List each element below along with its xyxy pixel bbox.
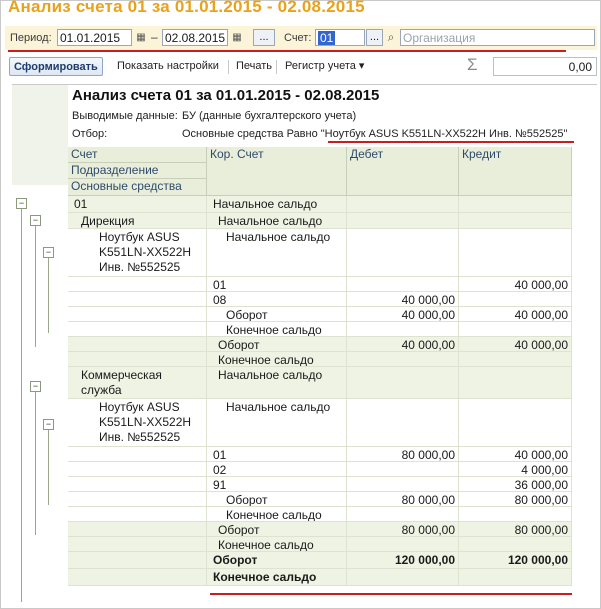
cell-account: [68, 522, 207, 536]
cell-credit: [459, 352, 572, 366]
cell-credit: 40 000,00: [459, 337, 572, 351]
cell-corr-account: Начальное сальдо: [207, 367, 347, 398]
search-icon[interactable]: ⌕: [387, 30, 395, 44]
cell-account: [68, 462, 207, 476]
cell-corr-account: Оборот: [207, 522, 347, 536]
table-row: [68, 569, 572, 586]
date-from-input[interactable]: 01.01.2015: [57, 29, 132, 46]
highlight-underline: [8, 50, 566, 52]
header-account: Счет: [68, 147, 207, 163]
highlight-underline: [210, 593, 572, 595]
table-row: [68, 477, 572, 492]
cell-debit: 40 000,00: [347, 292, 459, 306]
window-title: Анализ счета 01 за 01.01.2015 - 02.08.2015: [8, 0, 365, 16]
filter-label: Отбор:: [72, 128, 108, 140]
register-button[interactable]: [285, 57, 364, 76]
cell-debit: 40 000,00: [347, 337, 459, 351]
cell-debit: [347, 213, 459, 228]
cell-corr-account: Начальное сальдо: [207, 399, 347, 446]
cell-account: [68, 322, 207, 336]
report-area: [12, 84, 597, 605]
cell-credit: 40 000,00: [459, 307, 572, 321]
cell-debit: [347, 537, 459, 551]
cell-account: [68, 507, 207, 521]
cell-credit: 80 000,00: [459, 492, 572, 506]
cell-debit: [347, 507, 459, 521]
account-select-button[interactable]: ...: [366, 29, 383, 46]
show-settings-button[interactable]: Показать настройки: [117, 60, 219, 72]
table-row: [68, 507, 572, 522]
tree-line: [48, 251, 49, 333]
table-row: [68, 447, 572, 462]
cell-credit: [459, 322, 572, 336]
sum-icon: Σ: [467, 55, 478, 74]
cell-credit: 40 000,00: [459, 277, 572, 291]
cell-corr-account: Оборот: [207, 552, 347, 568]
cell-debit: 120 000,00: [347, 552, 459, 568]
header-debit: Дебет: [347, 147, 459, 196]
cell-credit: 80 000,00: [459, 522, 572, 536]
table-row: [68, 367, 572, 399]
cell-debit: [347, 399, 459, 446]
calendar-icon[interactable]: ▦: [136, 32, 146, 43]
cell-corr-account: 02: [207, 462, 347, 476]
table-row: [68, 229, 572, 277]
sum-field: 0,00: [493, 57, 597, 76]
parameter-bar: [5, 26, 597, 50]
tree-line: [21, 202, 22, 602]
tree-line: [35, 219, 36, 347]
cell-debit: 80 000,00: [347, 492, 459, 506]
cell-account: Ноутбук ASUS K551LN-XX522H Инв. №552525: [68, 229, 207, 276]
cell-credit: [459, 196, 572, 212]
table-row: [68, 522, 572, 537]
cell-credit: [459, 569, 572, 585]
tree-line: [35, 385, 36, 535]
cell-debit: [347, 569, 459, 585]
table-row: [68, 462, 572, 477]
cell-credit: [459, 399, 572, 446]
cell-debit: 80 000,00: [347, 447, 459, 461]
cell-debit: 40 000,00: [347, 307, 459, 321]
toolbar-separator: [228, 60, 229, 74]
cell-account: [68, 537, 207, 551]
table-row: [68, 322, 572, 337]
cell-credit: 120 000,00: [459, 552, 572, 568]
header-corr-account: Кор. Счет: [207, 147, 347, 196]
output-value: БУ (данные бухгалтерского учета): [182, 110, 357, 122]
cell-corr-account: Конечное сальдо: [207, 352, 347, 366]
output-label: Выводимые данные:: [72, 110, 178, 122]
cell-credit: [459, 507, 572, 521]
table-row: [68, 213, 572, 229]
table-row: [68, 337, 572, 352]
cell-credit: 40 000,00: [459, 447, 572, 461]
cell-corr-account: 91: [207, 477, 347, 491]
cell-account: Дирекция: [68, 213, 207, 228]
header-division: Подразделение: [68, 163, 207, 179]
collapse-icon[interactable]: −: [30, 215, 41, 226]
collapse-icon[interactable]: −: [43, 419, 54, 430]
organization-input[interactable]: Организация: [400, 29, 595, 46]
cell-corr-account: Оборот: [207, 492, 347, 506]
toolbar: [5, 56, 597, 78]
cell-corr-account: 08: [207, 292, 347, 306]
account-value: 01: [320, 31, 334, 45]
table-row: [68, 399, 572, 447]
table-row: [68, 292, 572, 307]
date-to-input[interactable]: 02.08.2015: [162, 29, 228, 46]
cell-debit: [347, 196, 459, 212]
report-title: Анализ счета 01 за 01.01.2015 - 02.08.2015: [72, 87, 380, 104]
table-row: [68, 307, 572, 322]
cell-corr-account: Оборот: [207, 337, 347, 351]
cell-debit: [347, 462, 459, 476]
highlight-underline: [328, 141, 574, 143]
cell-credit: [459, 229, 572, 276]
collapse-icon[interactable]: −: [30, 381, 41, 392]
cell-account: [68, 337, 207, 351]
cell-debit: [347, 477, 459, 491]
cell-credit: 36 000,00: [459, 477, 572, 491]
period-select-button[interactable]: ...: [253, 29, 275, 46]
cell-account: Ноутбук ASUS K551LN-XX522H Инв. №552525: [68, 399, 207, 446]
filter-value: Основные средства Равно "Ноутбук ASUS K551LN-XX522H Инв. №552525": [182, 128, 568, 140]
cell-corr-account: Конечное сальдо: [207, 507, 347, 521]
dropdown-arrow-icon: ▾: [358, 60, 365, 72]
cell-account: [68, 569, 207, 585]
cell-debit: 80 000,00: [347, 522, 459, 536]
cell-corr-account: 01: [207, 277, 347, 291]
cell-corr-account: Начальное сальдо: [207, 196, 347, 212]
cell-corr-account: Конечное сальдо: [207, 537, 347, 551]
period-label: Период:: [10, 32, 52, 44]
table-row: [68, 552, 572, 569]
report-gutter: [12, 85, 68, 185]
collapse-icon[interactable]: −: [16, 198, 27, 209]
tree-line: [48, 423, 49, 505]
table-row: [68, 537, 572, 552]
table-row: [68, 352, 572, 367]
toolbar-separator: [276, 60, 277, 74]
cell-account: Коммерческая служба: [68, 367, 207, 398]
cell-credit: 4 000,00: [459, 462, 572, 476]
cell-account: [68, 307, 207, 321]
cell-corr-account: Конечное сальдо: [207, 322, 347, 336]
table-row: [68, 277, 572, 292]
cell-corr-account: 01: [207, 447, 347, 461]
cell-credit: [459, 213, 572, 228]
table-row: [68, 196, 572, 213]
generate-button[interactable]: Сформировать: [9, 57, 103, 76]
collapse-icon[interactable]: −: [43, 247, 54, 258]
cell-corr-account: Оборот: [207, 307, 347, 321]
cell-corr-account: Конечное сальдо: [207, 569, 347, 585]
account-label: Счет:: [284, 32, 312, 44]
register-label: Регистр учета: [285, 60, 356, 72]
cell-corr-account: Начальное сальдо: [207, 229, 347, 276]
print-button[interactable]: Печать: [236, 60, 273, 72]
cell-corr-account: Начальное сальдо: [207, 213, 347, 228]
cell-account: [68, 352, 207, 366]
cell-credit: [459, 292, 572, 306]
cell-account: [68, 292, 207, 306]
cell-debit: [347, 352, 459, 366]
cell-account: 01: [68, 196, 207, 212]
header-asset: Основные средства: [68, 179, 207, 196]
account-input[interactable]: [315, 29, 365, 46]
cell-account: [68, 447, 207, 461]
period-dash: –: [151, 30, 158, 44]
cell-debit: [347, 229, 459, 276]
header-credit: Кредит: [459, 147, 572, 196]
calendar-icon[interactable]: ▦: [232, 32, 242, 43]
table-row: [68, 492, 572, 507]
cell-credit: [459, 537, 572, 551]
cell-account: [68, 477, 207, 491]
cell-account: [68, 552, 207, 568]
cell-account: [68, 277, 207, 291]
cell-debit: [347, 277, 459, 291]
cell-account: [68, 492, 207, 506]
cell-debit: [347, 367, 459, 398]
cell-debit: [347, 322, 459, 336]
cell-credit: [459, 367, 572, 398]
